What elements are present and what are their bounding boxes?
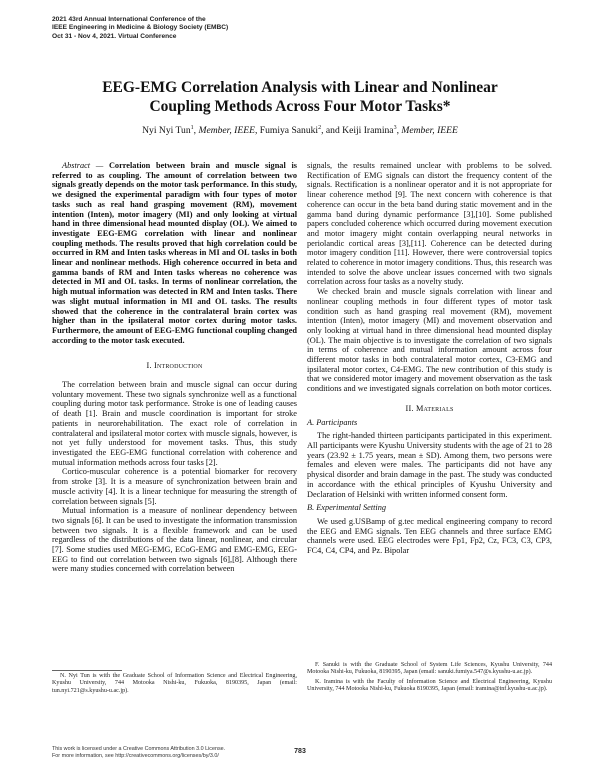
author-2-affil: 2 [318, 124, 322, 131]
abstract-text: Correlation between brain and muscle signal is referred to as coupling. The amount of correlation between two signals greatly depends on the motor task performance. In this study, we designed the experimental paradigm with four types of motor tasks such as real hand grasping movement (RM), movement intention (Inten), motor imagery (MI) and only looking at virtual hand in three dimensional head mounted display (OL). We aimed to investigate EEG-EMG correlation with linear and nonlinear coupling methods. The results proved that high correlation could be occurred in RM and Inten tasks whereas in MI and OL tasks in both linear and nonlinear methods. High coherence occurred in beta and gamma bands of RM and Inten tasks whereas no coherence was detected in MI and OL tasks. In terms of nonlinear correlation, the high mutual information was detected in RM and Inten tasks. There was slight mutual information in MI and OL tasks. The results showed that the coherence in the contralateral brain cortex was higher than in the ipsilateral motor cortex during motor tasks. Furthermore, the amount of EEG-EMG functional coupling changed according to the motor task executed. [52, 161, 298, 345]
title-line-1: EEG-EMG Correlation Analysis with Linear and Nonlinear [102, 79, 498, 96]
author-1-affil: 1 [190, 124, 194, 131]
intro-paragraph-1: The correlation between brain and muscle signal can occur during voluntary movement. These two signals synchronize well as a functional coupling during motor task performance. Stroke is one of leading causes of death [1]. Brain and muscle coordination is important for stroke patients in neurorehabilitation. The exact role of correlation in contralateral and ipsilateral motor cortex with muscle signals, however, is not yet fully understood for movement tasks. Thus, this study investigated the EEG-EMG functional correlation with coherence and mutual information methods across four tasks [2]. [52, 380, 297, 467]
abstract-dash: — [90, 161, 109, 170]
intro-paragraph-5: We checked brain and muscle signals correlation with linear and nonlinear coupling methods in four different types of motor task condition such as hand grasping real movement (RM), movement intention (Inten), motor imagery (MI) and movement observation and only looking at virtual hand in three dimensional head mounted display (OL). The main objective is to investigate the correlation of two signals in terms of coherence and mutual information amount across four different motor tasks in both contralateral motor cortex, C3-EMG and ipsilateral motor cortex, C4-EMG. The new contribution of this study is that we considered motor imagery and movement observation as the task conditions and we investigated signals correlation on both motor cortices. [307, 287, 552, 394]
footnote-right [307, 662, 552, 696]
abstract [52, 161, 297, 345]
author-1-name: Nyi Nyi Tun [142, 125, 191, 136]
right-column [307, 161, 552, 556]
page-number: 783 [294, 748, 306, 755]
subsection-heading-participants: A. Participants [307, 417, 358, 427]
left-column [52, 161, 297, 574]
footnote-author-1: N. Nyi Tun is with the Graduate School of Information Science and Electrical Engineering, Kyushu University, 744 Motooka Nishi-ku, Fukuoka, 8190395, Japan (email: tun.nyi.721@s.kyushu-u.ac.jp). [52, 673, 297, 694]
title-line-2: Coupling Methods Across Four Motor Tasks* [149, 97, 451, 115]
author-2-name: Fumiya Sanuki [259, 125, 319, 136]
license-line-2: For more information, see http://creativecommons.org/licenses/by/3.0/ [52, 753, 219, 759]
conference-line-1: 2021 43rd Annual International Conference of the [52, 16, 206, 23]
setting-paragraph: We used g.USBamp of g.tec medical engineering company to record the EEG and EMG signals. Ten EEG channels and three surface EMG channels were used. EEG electrodes were Fp1, Fp2, Cz, FC3, C3, CP3, FC4, C4, CP4, and Pz. Bipolar [307, 516, 552, 556]
license-line-1: This work is licensed under a Creative Commons Attribution 3.0 License. [52, 746, 226, 752]
paper-title [40, 79, 560, 116]
author-list: Nyi Nyi Tun$^1$, Member, IEEE, Fumiya Sanuki$^2$, and Keiji Iramina$^3$, Member, IEEE [142, 124, 458, 136]
intro-paragraph-3: Mutual information is a measure of nonlinear dependency between two signals [6]. It can be used to investigate the information transmission between two signals. It is a flexible framework and can be used regardless of the distributions of the data linear, nonlinear, and circular [7]. Some studies used MEG-EMG, ECoG-EMG and EMG-EMG, EEG-EEG to find out correlation between two signals [6],[8]. Although there were many studies concerned with correlation between [52, 506, 297, 574]
footnote-rule-left [52, 670, 122, 671]
footnote-left [52, 673, 297, 697]
conference-line-3: Oct 31 - Nov 4, 2021. Virtual Conference [52, 32, 177, 40]
author-3-affil: 3 [393, 124, 397, 131]
license-notice [52, 746, 225, 760]
participants-paragraph: The right-handed thirteen participants participated in this experiment. All participants were Kyushu University students with the age of 21 to 28 years (23.92 ± 1.75 years, mean ± SD). Among them, two persons were females and eleven were males. The participants did not have any physical disorder and brain damage in the past. The study was conducted in accordance with the ethical principles of Kyushu University and Declaration of Helsinki with written informed consent form. [307, 431, 552, 499]
section-heading-introduction: I. Introduction [146, 361, 203, 371]
subsection-heading-experimental-setting: B. Experimental Setting [307, 503, 387, 513]
author-3-name: and Keiji Iramina [325, 125, 394, 136]
footnote-author-2: F. Sanuki is with the Graduate School of System Life Sciences, Kyushu University, 744 Motooka Nishi-ku, Fukuoka, 8190395, Japan (email: sanuki.fumiya.547@s.kyushu-u.ac.jp). [307, 662, 552, 676]
section-heading-materials: II. Materials [405, 403, 454, 413]
footnote-author-3: K. Iramina is with the Faculty of Information Science and Electrical Engineering, Kyushu University, 744 Motooka Nishi-ku, Fukuoka 8190395, Japan (email: iramina@inf.kyushu-u.ac.jp). [307, 678, 552, 693]
author-3-role: Member, IEEE [401, 125, 458, 136]
intro-paragraph-2: Cortico-muscular coherence is a potential biomarker for recovery from stroke [3]. It is a measure of synchronization between brain and muscle activity [4]. It is a linear technique for measuring the strength of correlation between signals [5]. [52, 467, 297, 506]
abstract-label: Abstract [62, 161, 91, 170]
author-1-role: Member, IEEE [198, 125, 255, 136]
intro-paragraph-4: signals, the results remained unclear with problems to be solved. Rectification of EMG signals can distort the frequency content of the signals. Rectification is a nonlinear operator and it is not appropriate for linear coherence method [9]. The next concern with coherence is that coherence can occur in the beta band during static movement and in the gamma band during dynamic performance [3],[10]. Some published papers concluded coherence which occurred during movement execution and motor imagery might contain overlapping neural networks in periolandic cortical areas [3],[11]. Coherence can be detected during motor imagery condition [11]. However, there were controversial topics related to coherence in motor imagery conditions. Thus, this research was intended to solve the above unclear issues concerned with two signals correlation across four tasks as a novelty study. [307, 161, 552, 287]
conference-line-2: IEEE Engineering in Medicine & Biology Society (EMBC) [52, 24, 229, 32]
conference-header [52, 16, 352, 41]
